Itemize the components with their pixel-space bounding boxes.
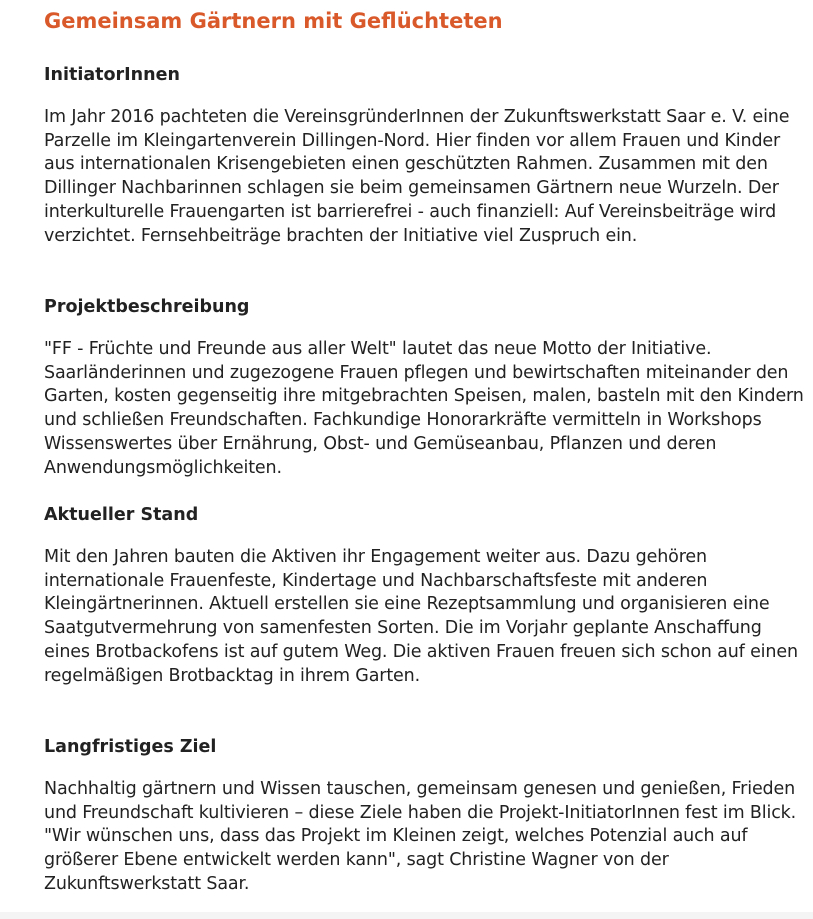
section-body: Mit den Jahren bauten die Aktiven ihr Engagement weiter aus. Dazu gehören internationale Frauenfeste, Kindertage und Nachbarschaftsfeste mit anderen Kleingärtnerinnen. Aktuell erstellen sie eine Rezeptsammlung und organisieren eine Saatgutvermehrung von samenfesten Sorten. Die im Vorjahr geplante Anschaffung eines Brotbackofens ist auf gutem Weg. Die aktiven Frauen freuen sich schon auf einen regelmäßigen Brotbacktag in ihrem Garten. [44, 547, 798, 686]
section-body: Im Jahr 2016 pachteten die VereinsgründerInnen der Zukunftswerkstatt Saar e. V. eine Parzelle im Kleingartenverein Dillingen-Nord. Hier finden vor allem Frauen und Kinder aus internationalen Krisengebieten einen geschützten Rahmen. Zusammen mit den Dillinger Nachbarinnen schlagen sie beim gemeinsamen Gärtnern neue Wurzeln. Der interkulturelle Frauengarten ist barrierefrei - auch finanziell: Auf Vereinsbeiträge wird verzichtet. Fernsehbeiträge brachten der Initiative viel Zuspruch ein. [44, 107, 790, 246]
section-initiatorinnen [44, 63, 804, 248]
section-heading: Langfristiges Ziel [44, 737, 217, 757]
article [44, 7, 804, 894]
section-projektbeschreibung [44, 295, 804, 480]
section-heading: Aktueller Stand [44, 505, 199, 525]
section-body: "FF - Früchte und Freunde aus aller Welt" lautet das neue Motto der Initiative. Saarländerinnen und zugezogene Frauen pflegen und bewirtschaften miteinander den Garten, kosten gegenseitig ihre mitgebrachten Speisen, malen, basteln mit den Kindern und schließen Freundschaften. Fachkundige Honorarkräfte vermitteln in Workshops Wissenswertes über Ernährung, Obst- und Gemüseanbau, Pflanzen und deren Anwendungsmöglichkeiten. [44, 339, 804, 478]
section-body: Nachhaltig gärtnern und Wissen tauschen, gemeinsam genesen und genießen, Frieden und Freundschaft kultivieren – diese Ziele haben die Projekt-InitiatorInnen fest im Blick. "Wir wünschen uns, dass das Projekt im Kleinen zeigt, welches Potenzial auch auf größerer Ebene entwickelt werden kann", sagt Christine Wagner von der Zukunftswerkstatt Saar. [44, 779, 797, 894]
page-bottom-divider [0, 912, 813, 919]
section-aktueller-stand [44, 503, 804, 688]
section-heading: InitiatorInnen [44, 65, 180, 85]
page-title: Gemeinsam Gärtnern mit Geflüchteten [44, 9, 503, 33]
section-langfristiges-ziel [44, 735, 804, 897]
section-heading: Projektbeschreibung [44, 297, 250, 317]
